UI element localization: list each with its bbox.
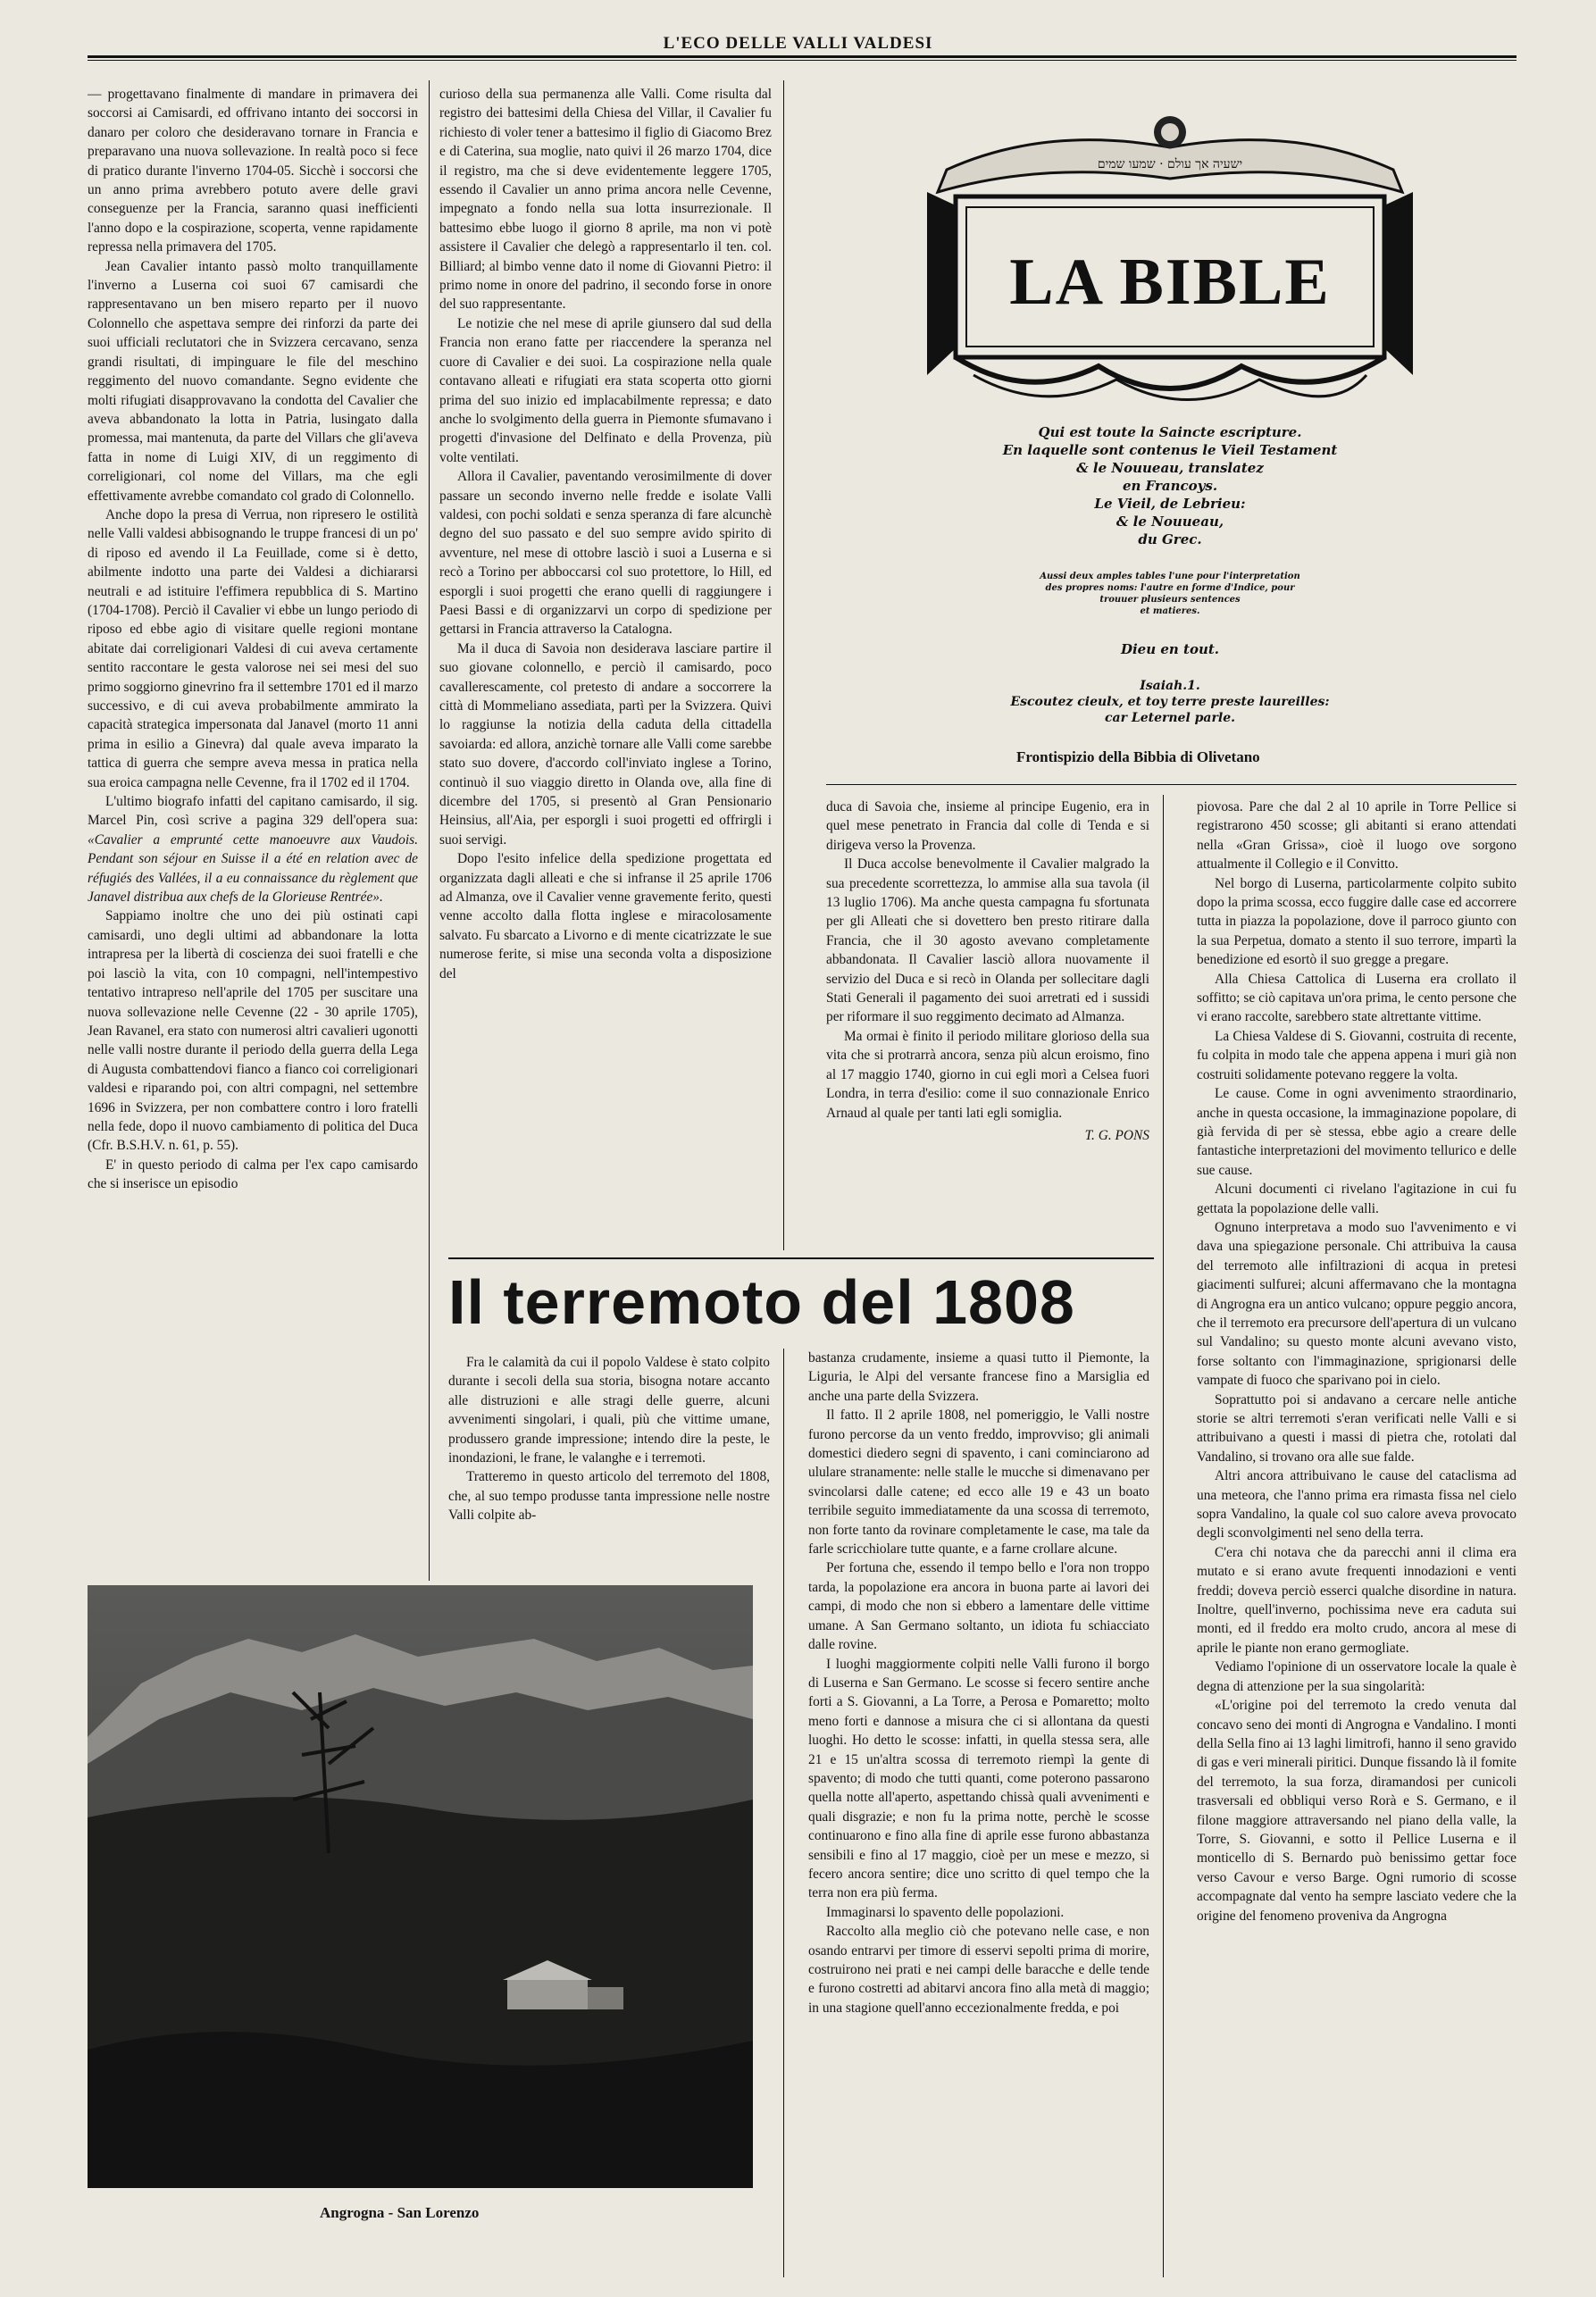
paragraph: Jean Cavalier intanto passò molto tranquillamente l'inverno a Luserna coi suoi 67 camisardi che rappresentavano un ben misero reparto per il nuovo Colonnello che aspettava sempre dei rinforzi da parte dei suoi ufficiali reclutatori che in Svizzera cercavano, senza grandi risultati, di impinguare le file del meschino reggimento del nuovo comandante. Segno evidente che molti rifugiati disapprovavano la condotta del Cavalier che aveva abbandonato la lotta in Patria, lusingato dalla promessa, mai mantenuta, da parte del Villars che gli'aveva fatta in nome di Luigi XIV, di un reggimento di correligionari, col nome del Villars, ma che egli effettivamente avrebbe comandato col grado di Colonnello. (88, 258, 418, 504)
paragraph: Ma ormai è finito il periodo militare glorioso della sua vita che si protrarrà ancora, senza più alcun eroismo, fino al 17 maggio 1740, giorno in cui egli morì a Celsea fuori Londra, in terra d'esilio: come il suo connazionale Enrico Arnaud al quale per tanti lati egli somiglia. (826, 1028, 1149, 1121)
paragraph: Altri ancora attribuivano le cause del cataclisma ad una meteora, che l'anno prima era rimasta fissa nel cielo sopra Vandalino, la quale col suo calore aveva provocato degli sconvolgimenti nel seno della terra. (1197, 1468, 1517, 1541)
column-rule (429, 80, 430, 1581)
header-rule-thin (88, 60, 1517, 61)
subtitle-line: Qui est toute la Saincte escripture. (1038, 424, 1302, 440)
subtitle-line: En laquelle sont contenus le Vieil Testament (1002, 442, 1338, 458)
paragraph: Il fatto. Il 2 aprile 1808, nel pomeriggio, le Valli nostre furono percorse da un vento freddo, improvviso; gli animali domestici diedero segni di spavento, i cani cominciarono ad ululare stranamente: nelle stalle le mucche si dimenavano per svincolarsi dalle catene; ed ecco alle 19 e 43 un boato terribile seguito immediatamente da una scossa di terremoto, non forte tanto da rovinare completamente le case, ma tale da farle scricchiolare tutte quante, e a farne crollare alcune. (808, 1407, 1149, 1558)
paragraph: La Chiesa Valdese di S. Giovanni, costruita di recente, fu colpita in modo tale che appena appena i muri già non costruiti solidamente potevano reggere la volta. (1197, 1028, 1517, 1082)
column-rule (783, 1349, 784, 2277)
motto: Dieu en tout. (1120, 641, 1220, 657)
article-cavalier-col2 (439, 85, 772, 1246)
paragraph: Il Duca accolse benevolmente il Cavalier malgrado la sua precedente scorrettezza, lo ammise alla sua tavola (il 13 luglio 1706). Ma anche questa campagna fu sfortunata per gli Alleati che si dovettero ben presto ritirare dalla Francia, che il 30 agosto avevano completamente abbandonata. Il Cavalier lasciò allora nuovamente il servizio del Duca e si recò in Olanda per sollecitare dagli Stati Generali il pagamento dei suoi arretrati ed i sussidi per riformare il suo reggimento decimato ad Almanza. (826, 856, 1149, 1025)
subtitle-line: Le Vieil, de Lebrieu: (1094, 496, 1246, 512)
paragraph: Le cause. Come in ogni avvenimento straordinario, anche in questa occasione, la immaginazione popolare, di già fervida di per sè stessa, ebbe agio a creare delle fantastiche interpretazioni del movimento tellurico e delle sue cause. (1197, 1086, 1517, 1178)
paragraph: Soprattutto poi si andavano a cercare nelle antiche storie se altri terremoti s'eran verificati nelle Valli e si attribuivano a questi i massi di pietra che, rotolati dal Vandalino, si trovano ora alle sue falde. (1197, 1391, 1517, 1465)
article-earthquake-col2 (448, 1353, 770, 1576)
running-header: L'ECO DELLE VALLI VALDESI (663, 34, 933, 53)
paragraph: C'era chi notava che da parecchi anni il clima era mutato e si erano avute frequenti innodazioni e venti freddi; doveva perciò esserci qualche disordine in natura. Inoltre, quell'inverno, pochissima neve era caduta sui monti, ed il freddo era molto crudo, ancora al mese di aprile le piante non erano germogliate. (1197, 1544, 1517, 1656)
paragraph: Le notizie che nel mese di aprile giunsero dal sud della Francia non erano fatte per riaccendere la speranza nel cuore di Cavalier e dei suoi. La cospirazione nella quale contavano alleati e rifugiati era stata scoperta otto giorni prima del suo inizio ed implacabilmente repressa; e dato anche lo svolgimento della guerra in Piemonte sfumavano i progetti d'invasione del Delfinato e della Provenza, più volte ventilati. (439, 315, 772, 465)
column-rule (1163, 795, 1164, 2277)
article-earthquake-col4 (1197, 798, 1517, 2282)
subtitle-line: & le Nouueau, (1116, 514, 1224, 530)
paragraph: Tratteremo in questo articolo del terremoto del 1808, che, al suo tempo produsse tanta impressione nelle nostre Valli colpite ab- (448, 1469, 770, 1524)
paragraph: Sappiamo inoltre che uno dei più ostinati capi camisardi, uno degli ultimi ad abbandonare la lotta intrapresa per la libertà di coscienza dei suoi fratelli e che poi lasciò la vita, con 10 compagni, nell'intempestivo tentativo intrapreso nell'aprile del 1705 per suscitare una nuova sollevazione nelle Cevenne (22 - 30 aprile 1705), Jean Ravanel, era stato con numerosi altri cavalieri ugonotti nelle valli nostre durante il periodo della guerra della Lega di Augusta combattendovi fianco a fianco coi correligionari valdesi e riparando poi, con altri compagni, nel settembre 1696 in Svizzera, per non combattere contro i loro fratelli nella fede, dopo il nuovo cambiamento di politica del Duca (Cfr. B.S.H.V. n. 61, p. 55). (88, 908, 418, 1154)
paragraph: Allora il Cavalier, paventando verosimilmente di dover passare un secondo inverno nelle fredde e isolate Valli valdesi, con pochi soldati e senza speranza di fare alcunchè degno del suo passato e del suo sempre avido spirito di avventure, nel mese di ottobre lasciò i suoi a Luserna e si recò a Torino per abboccarsi col suo protettore, lo Hill, ed esporgli i suoi progetti che erano quelli di raggiungere i Paesi Bassi e di organizzarvi un corpo di spedizione per gettarsi in Francia attraverso la Catalogna. (439, 469, 772, 638)
article-earthquake-col3 (808, 1349, 1149, 2282)
header-rule (88, 55, 1517, 58)
paragraph: Dopo l'esito infelice della spedizione progettata ed organizzata dagli alleati e che si infranse il 25 aprile 1706 ad Almanza, ove il Cavalier venne gravemente ferito, questi venne accolto dalla flotta inglese e miracolosamente salvato. Fu sbarcato a Livorno e di mente cicatrizzate le sue numerose ferite, si mise una seconda volta a disposizione del (439, 851, 772, 981)
verse-line: Escoutez cieulx, et toy terre preste laureilles: (1010, 695, 1330, 709)
paragraph: Raccolto alla meglio ciò che potevano nelle case, e non osando entrarvi per timore di esservi sepolti prima di morire, costruirono nei prati e nei campi delle baracche e delle tende e furono costretti ad abitarvi ancora fino alla metà di maggio; in una stagione quell'anno eccezionalmente fredda, e poi (808, 1924, 1149, 2016)
title-rule (448, 1257, 1154, 1259)
note-line: et matieres. (1140, 606, 1200, 616)
french-quote: «Cavalier a emprunté cette manoeuvre aux Vaudois. Pendant son séjour en Suisse il a été en relation avec de réfugiés des Vallées, il a eu connaissance du règlement que Janavel distribua aux chefs de la Glorieuse Rentrée». (88, 831, 418, 906)
paragraph (88, 792, 418, 906)
paragraph: Vediamo l'opinione di un osservatore locale la quale è degna di attenzione per la sua singolarità: (1197, 1659, 1517, 1694)
paragraph-text: L'ultimo biografo infatti del capitano camisardo, il sig. Marcel Pin, così scrive a pagina 329 dell'opera sua: (88, 794, 418, 829)
paragraph: Alcuni documenti ci rivelano l'agitazione in cui fu gettata la popolazione delle valli. (1197, 1182, 1517, 1216)
frontispiece-caption: Frontispizio della Bibbia di Olivetano (1016, 748, 1260, 765)
article-cavalier-col3 (826, 798, 1149, 1253)
photo-angrogna-san-lorenzo (88, 1585, 753, 2188)
note-line: des propres noms: l'autre en forme d'Indice, pour (1045, 583, 1295, 593)
paragraph: Anche dopo la presa di Verrua, non ripresero le ostilità nelle Valli valdesi abbisognando le truppe francesi di un po' di riposo ed avendo il La Feuillade, come si è detto, abilmente indotto una parte dei Valdesi a dichiararsi neutrali e ad istituire l'effimera repubblica di S. Martino (1704-1708). Perciò il Cavalier vi ebbe un lungo periodo di riposo ed ebbe agio di visitare quelle regioni montane abitate dai correligionari Valdesi di cui aveva certamente sentito raccontare le gesta valorose nei sei mesi del suo primo soggiorno ginevrino fra il settembre 1701 ed il marzo successivo, e di cui aveva probabilmente ammirato la capacità strategica impersonata dal Janavel (morto 11 anni prima in esilio a Ginevra) dal quale aveva imparato la tattica di guerra che sempre aveva messa in pratica nella sua eroica campagna nelle Cevenne, fra il 1702 ed il 1704. (88, 506, 418, 790)
paragraph: Per fortuna che, essendo il tempo bello e l'ora non troppo tarda, la popolazione era ancora in buona parte ai lavori dei campi, di modo che non si ebbero a lamentare delle vittime umane. A San Germano soltanto, un idiota fu schiacciato dalle rovine. (808, 1560, 1149, 1653)
article-title: Il terremoto del 1808 (448, 1267, 1075, 1337)
bible-title: LA BIBLE (1009, 246, 1331, 319)
paragraph: duca di Savoia che, insieme al principe Eugenio, era in quel mese penetrato in Francia dal colle di Tenda e si dirigeva verso la Provenza. (826, 799, 1149, 853)
verse-line: car Leternel parle. (1105, 711, 1235, 725)
section-rule (826, 784, 1517, 785)
photo-caption: Angrogna - San Lorenzo (320, 2204, 480, 2221)
bible-frontispiece (920, 107, 1420, 725)
paragraph: E' in questo periodo di calma per l'ex capo camisardo che si inserisce un episodio (88, 1157, 418, 1192)
verse-ref: Isaiah.1. (1140, 679, 1200, 693)
paragraph: — progettavano finalmente di mandare in primavera dei soccorsi ai Camisardi, ed offrivano intanto dei soccorsi in danaro per coloro che desideravano tornare in Francia e preparavano una nuova sollevazione. In realtà poco si fece di pratico durante l'inverno 1704-05. Sicchè i soccorsi che un anno prima avrebbero potuto avere delle gravi conseguenze per la Francia, saranno quasi inefficienti l'anno dopo e la cospirazione, scoperta, venne rapidamente repressa nella primavera del 1705. (88, 87, 418, 255)
column-rule (783, 80, 784, 1250)
paragraph: curioso della sua permanenza alle Valli. Come risulta dal registro dei battesimi della Chiesa del Villar, il Cavalier fu richiesto di voler tener a battesimo il figlio di Giacomo Brez e di Caterina, sua moglie, nato quivi il 26 marzo 1704, dice il registro, ma che si deve evidentemente leggere 1705, essendo il Cavalier un anno prima ancora nelle Cevenne, impegnato a fondo nella sua lotta insurrezionale. Il battesimo ebbe luogo il giorno 8 aprile, ma non vi potè assistere il Cavalier che delegò a rappresentarlo il ten. col. Billiard; al bimbo venne dato il nome di Giovanni Pietro: il primo nome in onore del padrino, il secondo forse in onore del suo rappresentante. (439, 87, 772, 313)
note-line: Aussi deux amples tables l'une pour l'interpretation (1040, 572, 1300, 581)
paragraph: piovosa. Pare che dal 2 al 10 aprile in Torre Pellice si registrarono 450 scosse; gli abitanti si erano attendati nella «Gran Grissa», cioè il luogo ove sorgono attualmente il Collegio e il Convitto. (1197, 799, 1517, 873)
author-signature: T. G. PONS (1084, 1127, 1149, 1143)
hebrew-ribbon: ישעיה אך עולם · שמעו שמים (1097, 157, 1243, 171)
subtitle-line: du Grec. (1138, 531, 1202, 547)
subtitle-line: & le Nouueau, translatez (1076, 460, 1264, 476)
frontispiece-cartouche (920, 107, 1420, 420)
paragraph: Immaginarsi lo spavento delle popolazioni. (826, 1904, 1065, 1920)
paragraph: bastanza crudamente, insieme a quasi tutto il Piemonte, la Liguria, le Alpi del versante francese fino a Marsiglia ed anche una parte della Svizzera. (808, 1350, 1149, 1404)
paragraph: Ognuno interpretava a modo suo l'avvenimento e vi dava una spiegazione personale. Chi attribuiva la causa del terremoto alle infiltrazioni di acqua in pretesi giacimenti sulfurei; alcuni affermavano che la montagna di Angrogna era un antico vulcano; oppure peggio ancora, che il terremoto era precursore dell'apertura di un vulcano sul Vandalino; su questo monte alcuni avevano visto, forse soltanto con l'immaginazione, sprigionarsi delle vampate di fuoco che sparivano poi in cielo. (1197, 1219, 1517, 1389)
paragraph: I luoghi maggiormente colpiti nelle Valli furono il borgo di Luserna e San Germano. Le scosse si fecero sentire anche forti a S. Giovanni, a La Torre, a Perosa e Pomaretto; molto meno forti e dannose a misura che ci si allontana da questi luoghi. Ho detto le scosse: infatti, in quella stessa sera, alle 21 e 15 un'altra scossa di terremoto riempì la gente di spavento; di modo che tutti quanti, come poterono passarono quella notte all'aperto, aspettando chissà quali avvenimenti e quali disgrazie; e non fu la prima notte, perchè le scosse continuarono e fino alla fine di aprile esse furono abbastanza sensibili e fino al 17 maggio, cioè per un mese e mezzo, si fecero ancora sentire; dice uno scritto di quel tempo che la terra non era più ferma. (808, 1656, 1149, 1901)
paragraph: «L'origine poi del terremoto la credo venuta dal concavo seno dei monti di Angrogna e Vandalino. I monti della Sella fino ai 13 laghi limitrofi, hanno il seno gravido di gas e veri minerali piritici. Dunque fissando là il fomite del terremoto, la sua forza, diramandosi per cunicoli trasversali ed obbliqui verso Rorà e S. Germano, e il filone maggiore attraversando nel piano della valle, la Torre, S. Giovanni, e sotto il Pellice Luserna e il monticello di S. Bernardo può benissimo gettar foce verso Cavour e verso Barge. Ogni rumorio di scosse accompagnate dal vento ha sempre lasciato vedere che la origine del fenomeno proveniva da Angrogna (1197, 1698, 1517, 1924)
note-line: trouuer plusieurs sentences (1099, 595, 1241, 605)
subtitle-line: en Francoys. (1122, 478, 1218, 494)
paragraph: Ma il duca di Savoia non desiderava lasciare partire il suo giovane colonnello, e perciò il camisardo, poco cavallerescamente, col pretesto di andare a soccorrere la città di Mommeliano assediata, partì per la Svizzera. Quivi lo raggiunse la notizia della caduta della cittadella savoiarda: ed allora, anzichè tornare alle Valli come sarebbe stato suo dovere, d'accordo coll'inviato inglese a Torino, continuò il suo viaggio diretto in Olanda ove, alla fine di dicembre del 1705, si presentò al Gran Pensionario Heinsius, all'Aia, per esporgli i suoi progetti ed offrirgli i suoi servigi. (439, 640, 772, 848)
paragraph: Alla Chiesa Cattolica di Luserna era crollato il soffitto; se ciò capitava un'ora prima, le cento persone che vi erano raccolte, sarebbero state altrettante vittime. (1197, 971, 1517, 1025)
article-cavalier-col1 (88, 85, 418, 1576)
paragraph: Fra le calamità da cui il popolo Valdese è stato colpito durante i secoli della sua storia, bisogna notare accanto alle distruzioni e alle stragi delle guerre, alcuni avvenimenti singolari, i quali, più che vittime umane, produssero grande impressione; intendo dire la peste, le inondazioni, le frane, le valanghe e i terremoti. (448, 1355, 770, 1466)
paragraph: Nel borgo di Luserna, particolarmente colpito subito dopo la prima scossa, ecco fuggire dalle case ed accorrere tutta in piazza la popolazione, dove il parroco giunto con la sua Perpetua, domato a stento il suo terrore, impartì la benedizione ed esortò il suo gregge a pregare. (1197, 875, 1517, 968)
